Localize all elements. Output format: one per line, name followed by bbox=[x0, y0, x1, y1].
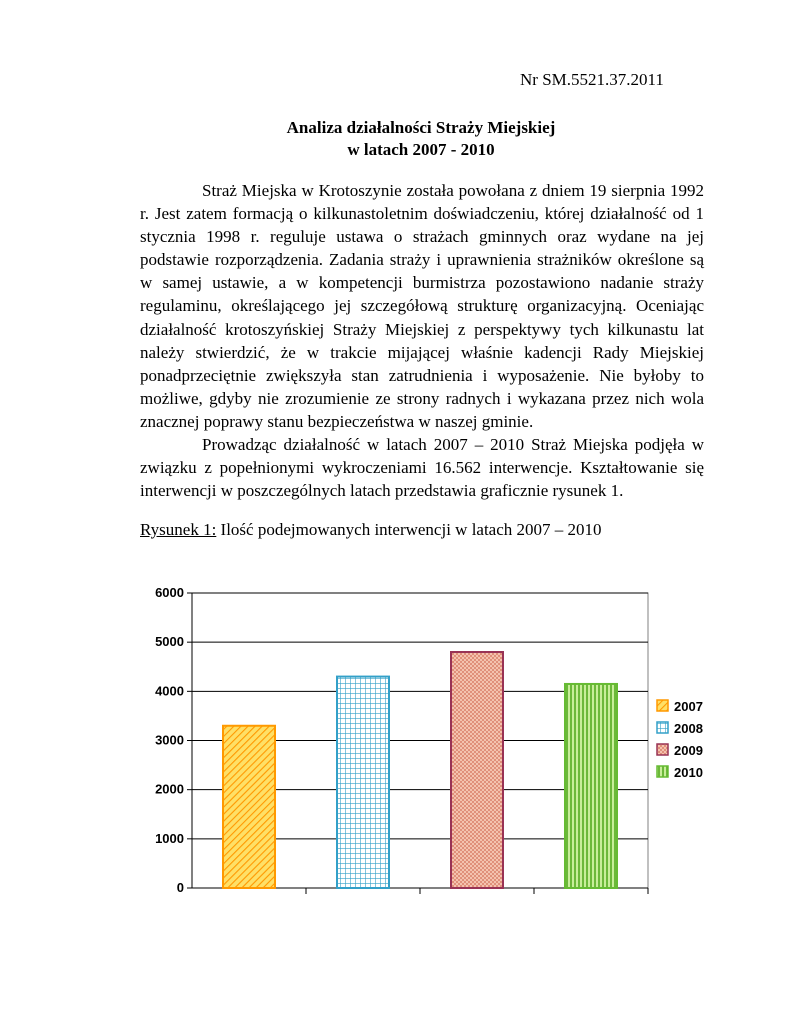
legend-swatch-2010 bbox=[657, 766, 668, 777]
bar-2010 bbox=[565, 684, 617, 888]
legend-label-2007: 2007 bbox=[674, 699, 703, 714]
legend-swatch-2008 bbox=[657, 722, 668, 733]
document-title bbox=[140, 117, 702, 161]
bar-2009 bbox=[451, 652, 503, 888]
paragraph-1: Straż Miejska w Krotoszynie została powołana z dniem 19 sierpnia 1992 r. Jest zatem formacją o kilkunastoletnim doświadczeniu, której działalność od 1 stycznia 1998 r. reguluje ustawa o strażach gminnych oraz wydane na jej podstawie rozporządzenia. Zadania straży i uprawnienia strażników określone są w samej ustawie, a w kompetencji burmistrza pozostawiono nadanie straży regulaminu, określającego jej szczegółową strukturę organizacyjną. Oceniając działalność krotoszyńskiej Straży Miejskiej z perspektywy tych kilkunastu lat należy stwierdzić, że w trakcie mijającej właśnie kadencji Rady Miejskiej ponadprzeciętnie zwiększyła stan zatrudnienia i wyposażenie. Nie byłoby to możliwe, gdyby nie zrozumienie ze strony radnych i wykazana przez nich wola znacznej poprawy stanu bezpieczeństwa w naszej gminie. bbox=[140, 181, 704, 431]
y-tick-label: 0 bbox=[176, 880, 184, 895]
bar-2007 bbox=[223, 726, 275, 888]
legend-label-2009: 2009 bbox=[674, 743, 703, 758]
title-line-1: Analiza działalności Straży Miejskiej bbox=[286, 118, 556, 137]
figure-caption-text: Ilość podejmowanych interwencji w latach 2007 – 2010 bbox=[216, 520, 602, 539]
legend-label-2010: 2010 bbox=[674, 765, 703, 780]
title-line-2: w latach 2007 - 2010 bbox=[347, 140, 495, 159]
y-tick-label: 3000 bbox=[155, 732, 184, 748]
y-tick-label: 6000 bbox=[155, 585, 184, 600]
paragraph-2: Prowadząc działalność w latach 2007 – 2010 Straż Miejska podjęła w związku z popełnionymi wykroczeniami 16.562 interwencje. Kształtowanie się interwencji w poszczególnych latach przedstawia graficznie rysunek 1. bbox=[140, 435, 704, 501]
figure-caption-label: Rysunek 1: bbox=[140, 520, 217, 539]
y-tick-label: 1000 bbox=[155, 830, 184, 846]
bar-2008 bbox=[337, 677, 389, 888]
legend-label-2008: 2008 bbox=[674, 721, 703, 736]
document-number: Nr SM.5521.37.2011 bbox=[520, 70, 664, 89]
y-tick-label: 5000 bbox=[155, 634, 184, 650]
legend-swatch-2009 bbox=[657, 744, 668, 755]
y-tick-label: 4000 bbox=[155, 683, 184, 699]
figure-caption bbox=[140, 520, 602, 540]
document-body bbox=[140, 179, 704, 502]
y-tick-label: 2000 bbox=[155, 781, 184, 797]
legend-swatch-2007 bbox=[657, 700, 668, 711]
bar-chart bbox=[150, 583, 710, 913]
